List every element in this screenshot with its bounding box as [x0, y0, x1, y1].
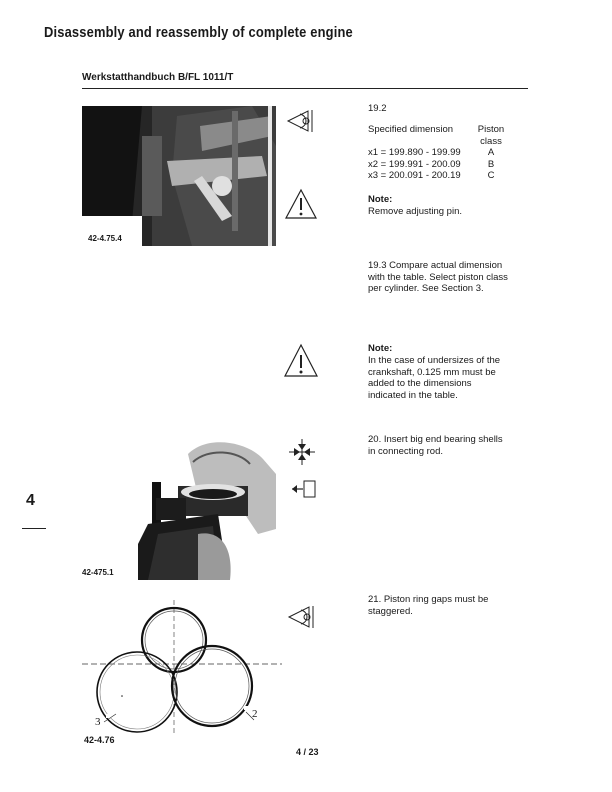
- insert-arrow-icon: [290, 478, 318, 505]
- class-cell: A: [487, 147, 495, 158]
- dimension-cell: x3 = 200.091 - 200.19: [368, 170, 461, 181]
- class-cell: C: [487, 170, 495, 181]
- page-number: 4 / 23: [296, 747, 319, 757]
- note-text: In the case of undersizes of the crankshaft, 0.125 mm must be added to the dimensions indicated in the table.: [368, 355, 501, 401]
- warning-icon: [284, 188, 318, 225]
- table-row: [368, 170, 508, 182]
- step-number: 19.2: [368, 103, 387, 114]
- note-label: Note:: [368, 343, 393, 354]
- chapter-line: [22, 528, 46, 529]
- ring-label: 2: [252, 708, 258, 720]
- class-cell: B: [487, 158, 495, 170]
- engine-photo: [82, 106, 276, 246]
- note-text: Remove adjusting pin.: [368, 206, 462, 217]
- class-heading: Piston class: [477, 124, 505, 147]
- step-text: 21. Piston ring gaps must be staggered.: [368, 594, 489, 617]
- spec-table: [368, 124, 508, 182]
- dimension-cell: x2 = 199.991 - 200.09: [368, 158, 461, 170]
- piston-ring-diagram: [82, 596, 282, 746]
- ring-label: 3: [95, 716, 101, 728]
- inspect-eye-icon: [287, 604, 317, 635]
- note-label: Note:: [368, 194, 393, 205]
- step-text: 19.3 Compare actual dimension with the table. Select piston class per cylinder. See Section 3.: [368, 260, 508, 294]
- table-row: [368, 159, 508, 171]
- figure-label: 42-4.75.4: [88, 234, 122, 243]
- page-title: Disassembly and reassembly of complete engine: [44, 24, 353, 41]
- header-rule: [82, 88, 528, 89]
- step-text: 20. Insert big end bearing shells in connecting rod.: [368, 434, 503, 457]
- spec-heading: Specified dimension: [368, 124, 454, 135]
- figure-label: 42-475.1: [82, 568, 114, 577]
- assemble-arrows-icon: [289, 439, 315, 470]
- bearing-shell-photo: [138, 434, 276, 580]
- manual-subtitle: Werkstatthandbuch B/FL 1011/T: [82, 72, 234, 83]
- warning-icon: [283, 343, 319, 384]
- dimension-cell: x1 = 199.890 - 199.99: [368, 147, 461, 158]
- table-row: [368, 147, 508, 159]
- chapter-number: 4: [26, 492, 35, 509]
- figure-label: 42-4.76: [84, 735, 115, 745]
- inspect-eye-icon: [286, 108, 316, 139]
